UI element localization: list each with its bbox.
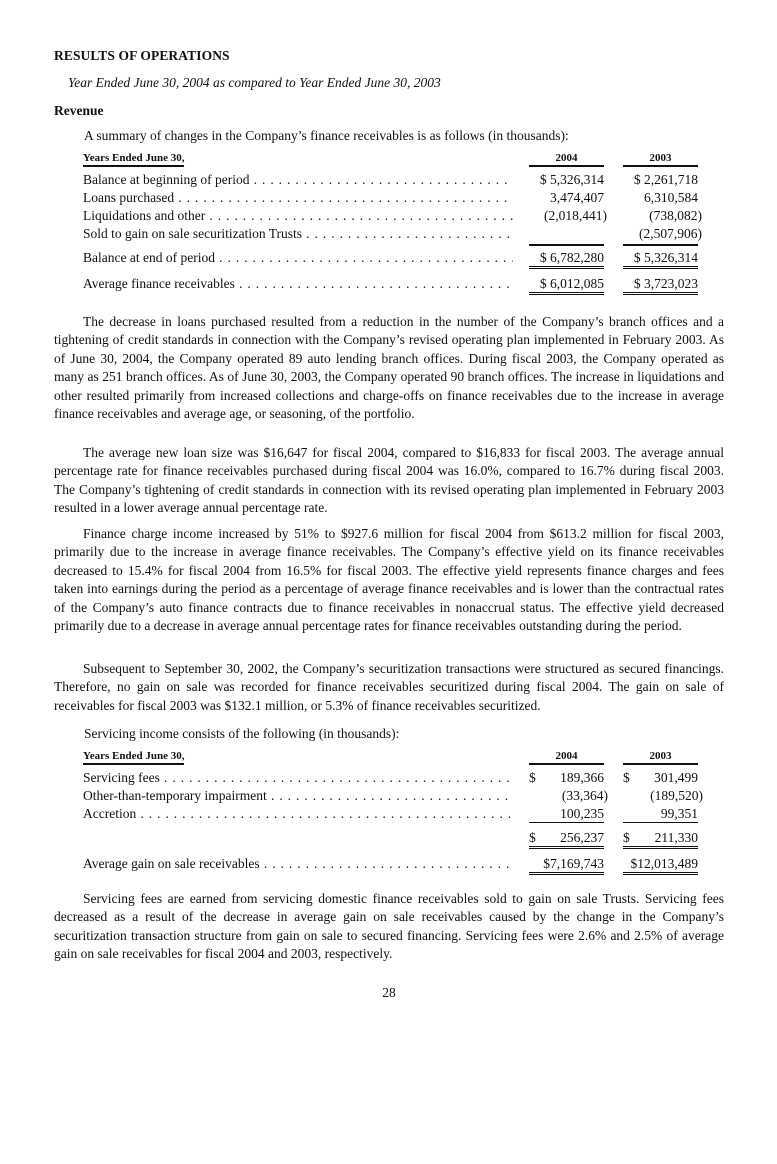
row-label: Average gain on sale receivables . . .: [83, 856, 513, 872]
row-label: Balance at beginning of period . . .: [83, 172, 513, 188]
table2-col-2003: 2003: [623, 750, 698, 765]
page-number: 28: [382, 985, 396, 1000]
value-2003: (2,507,906): [639, 226, 702, 241]
section-heading: RESULTS OF OPERATIONS: [54, 48, 230, 63]
table2-header-label: Years Ended June 30,: [83, 750, 184, 765]
table-row: [83, 856, 724, 874]
row-label: Liquidations and other . . .: [83, 208, 513, 224]
value-2004: $ 5,326,314: [539, 172, 604, 187]
value-2003: $ 211,330: [623, 830, 698, 849]
value-2004: 3,474,407: [550, 190, 604, 205]
value-2003: $ 2,261,718: [633, 172, 698, 187]
table-row: [83, 276, 724, 294]
table-row: [83, 208, 724, 226]
subsection-heading-revenue: Revenue: [54, 103, 104, 118]
value-2003: (738,082): [649, 208, 702, 223]
table1-col-2003: 2003: [623, 152, 698, 167]
paragraph-servicing-fees: Servicing fees are earned from servicing domestic finance receivables sold to gain on sale Trusts. Servicing fees decreased as a result of the decrease in average gain on sale receivables caused by the change in the Company’s securitization transaction structure from gain on sale to secured financing. Servicing fees were 2.6% and 2.5% of average gain on sale receivables for fiscal 2004 and 2003, respectively.: [54, 891, 724, 962]
table1-intro: A summary of changes in the Company’s finance receivables is as follows (in thousands):: [84, 128, 569, 143]
value-2003: $ 301,499: [623, 770, 698, 785]
row-label: Loans purchased . . .: [83, 190, 513, 206]
row-label: Sold to gain on sale securitization Trusts . . .: [83, 226, 513, 242]
paragraph-loan-size: The average new loan size was $16,647 for fiscal 2004, compared to $16,833 for fiscal 2003. The average annual percentage rate for finance receivables purchased during fiscal 2004 was 16.0%, compared to 16.7% during fiscal 2003. The Company’s tightening of credit standards in connection with its revised operating plan implemented in February 2003 resulted in a lower average annual percentage rate.: [54, 445, 724, 516]
currency-symbol: $: [529, 770, 536, 785]
value-2003: $12,013,489: [623, 856, 698, 875]
value-2004: $ 189,366: [529, 770, 604, 785]
value-2003: $ 5,326,314: [623, 244, 698, 269]
value-2003: (189,520): [650, 788, 703, 803]
table2-col-2004: 2004: [529, 750, 604, 765]
row-label: Accretion . . .: [83, 806, 513, 822]
row-label: Servicing fees . . .: [83, 770, 513, 786]
currency-symbol: $: [529, 830, 536, 845]
value-2004: $ 6,782,280: [529, 244, 604, 269]
table-row: [83, 226, 724, 244]
table-row: [83, 250, 724, 268]
paragraph-securitization: Subsequent to September 30, 2002, the Company’s securitization transactions were structured as secured financings. Therefore, no gain on sale was recorded for finance receivables securitized during fiscal 2004. The gain on sale of receivables for fiscal 2003 was $132.1 million, or 5.3% of finance receivables securitized.: [54, 661, 724, 713]
value-2003: 99,351: [623, 806, 698, 823]
paragraph-finance-charge: Finance charge income increased by 51% to $927.6 million for fiscal 2004 from $613.2 million for fiscal 2003, primarily due to the increase in average finance receivables. The Company’s effective yield on its finance receivables decreased to 15.4% for fiscal 2004 from 16.5% for fiscal 2003. The effective yield represents finance charges and fees taken into earnings during the period as a percentage of average finance receivables and is lower than the contractual rates of the Company’s auto finance contracts due to finance receivables in nonaccrual status. The effective yield decreased primarily due to a decrease in average annual percentage rates for finance receivables outstanding during the period.: [54, 526, 724, 634]
table-row: [83, 788, 724, 806]
value-2004: 100,235: [529, 806, 604, 823]
paragraph-loans-purchased: The decrease in loans purchased resulted from a reduction in the number of the Company’s branch offices and a tightening of credit standards in connection with the Company’s revised operating plan implemented in February 2003. As of June 30, 2004, the Company operated 89 auto lending branch offices. During fiscal 2003, the Company operated as many as 251 branch offices. As of June 30, 2003, the Company operated 90 branch offices. The increase in liquidations and other resulted primarily from increased collections and charge-offs on finance receivables due to the increase in average finance receivables and average age, or seasoning, of the portfolio.: [54, 314, 724, 422]
row-label: Average finance receivables . . .: [83, 276, 513, 292]
table-row: [83, 172, 724, 190]
row-label: Balance at end of period . . .: [83, 250, 513, 266]
value-2004: $ 6,012,085: [529, 276, 604, 295]
value-2003: $ 3,723,023: [623, 276, 698, 295]
table1-header-label: Years Ended June 30,: [83, 152, 184, 167]
table1-col-2004: 2004: [529, 152, 604, 167]
table-row: [83, 806, 724, 824]
table-row: [83, 770, 724, 788]
table-row: [83, 830, 724, 848]
currency-symbol: $: [623, 830, 630, 845]
value-2004: (33,364): [561, 788, 608, 803]
currency-symbol: $: [623, 770, 630, 785]
table-row: [83, 190, 724, 208]
value-2004: $ 256,237: [529, 830, 604, 849]
section-subtitle: Year Ended June 30, 2004 as compared to Year Ended June 30, 2003: [68, 75, 441, 90]
value-2003: 6,310,584: [644, 190, 698, 205]
value-2004: $7,169,743: [529, 856, 604, 875]
value-2004: (2,018,441): [544, 208, 607, 223]
table2-intro: Servicing income consists of the following (in thousands):: [84, 726, 400, 741]
row-label: Other-than-temporary impairment . . .: [83, 788, 513, 804]
